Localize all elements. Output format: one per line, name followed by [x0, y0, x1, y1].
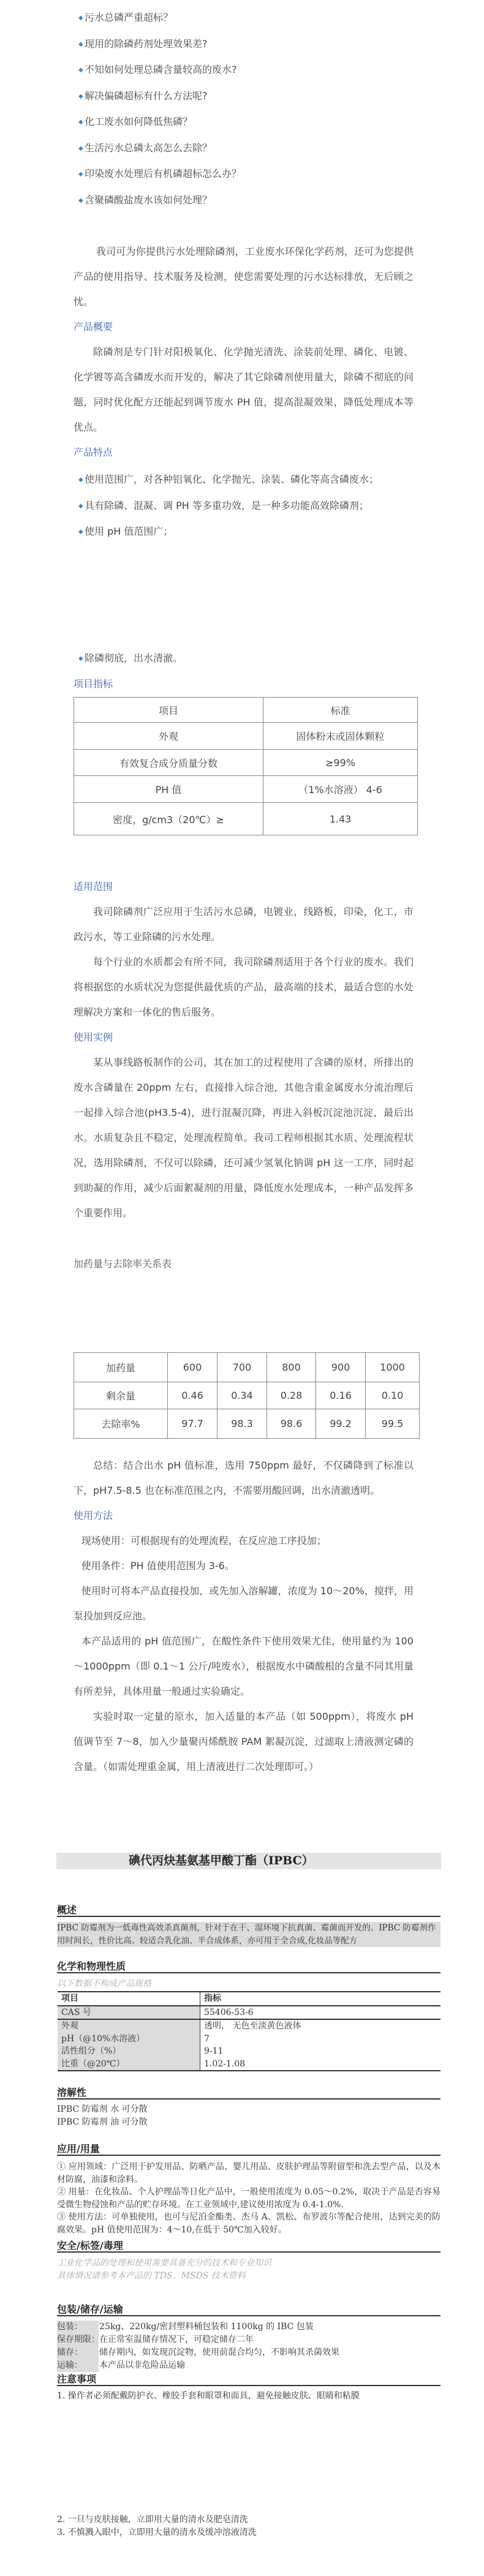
example-paragraph: 某从事线路板制作的公司，其在加工的过程使用了含磷的原材，所排出的废水含磷量在 20ppm 左右，直接排入综合池，其他含重金属废水分流治理后一起排入综合池(pH3.5-4)，进行混凝沉降，再进入斜板沉淀池沉淀，最后出水。水质复杂且不稳定，处理流程简单。我司工程师根据其水质、处理流程状况，选用除磷剂，不仅可以除磷，还可减少氢氧化钠调 pH 这一工序，同时起到助凝的作用，减少后面絮凝剂的用量，降低废水处理成本，一种产品发挥多个重要作用。 [74, 1056, 414, 1219]
packaging-value: 储存期内，如发现沉淀物，使用前混合均匀，不影响其杀菌效果 [99, 2348, 339, 2357]
table-cell: 99.2 [316, 1409, 366, 1439]
table-header-cell: 标准 [263, 698, 418, 723]
table-cell: 有效复合成分质量分数 [74, 750, 263, 776]
section-heading: 溶解性 [57, 2087, 441, 2100]
diamond-bullet-icon: ◆ [78, 502, 83, 510]
table-cell: 0.10 [366, 1382, 420, 1409]
diamond-bullet-icon: ◆ [78, 92, 83, 100]
question-item [78, 5, 414, 31]
props-table [58, 1991, 441, 2072]
feature-item [78, 467, 414, 493]
example-heading: 使用实例 [74, 1031, 113, 1043]
usage-site: 现场使用：可根据现有的处理流程，在反应池工序投加； [81, 1535, 327, 1546]
spec-table [74, 697, 418, 835]
safety-text [57, 2257, 441, 2282]
table-cell: 600 [168, 1353, 217, 1382]
feature-item [78, 493, 414, 519]
scope-paragraph: 每个行业的水质都会有所不同，我司除磷剂适用于各个行业的废水。我们将根据您的水质状况为您提供最优质的产品，最高端的技术，最适合您的水处理解决方案和一体化的售后服务。 [74, 956, 414, 1018]
table-cell: 活性组分（%） [58, 2045, 200, 2058]
diamond-bullet-icon: ◆ [78, 67, 83, 73]
application-item: ③ 使用方法：可单独使用，也可与尼泊金酯类、杰马 A、凯松、布罗波尔等配合使用，达到完美的防腐效果。pH 值使用范围为：4～10,在低于 50℃加入较好。 [57, 2212, 441, 2235]
packaging-value: 在正常室温储存情况下，可稳定储存二年 [99, 2335, 254, 2344]
table-cell: 900 [316, 1353, 366, 1382]
table-cell: 55406-53-6 [200, 2006, 441, 2020]
table-cell: 1.43 [263, 803, 418, 835]
table-cell: 98.3 [217, 1409, 267, 1439]
table-cell: pH（@10%水溶液） [58, 2033, 200, 2046]
packaging-value: 25kg、220kg/密封塑料桶包装和 1100kg 的 IBC 包装 [99, 2322, 314, 2332]
table-header-row [58, 1992, 441, 2006]
table-header-cell: 项目 [74, 698, 263, 723]
table-row [74, 1353, 420, 1382]
table-cell: 去除率% [74, 1409, 168, 1439]
question-text: 不知如何处理总磷含量较高的废水? [85, 64, 237, 75]
table-cell: 密度，g/cm3（20℃）≥ [74, 803, 263, 835]
props-note: 以下数据不构成产品规格 [57, 1979, 151, 1989]
packaging-row [57, 2333, 441, 2346]
question-item [78, 57, 414, 83]
table-cell: 0.28 [267, 1382, 316, 1409]
note-item: 2. 一旦与皮肤接触，立即用大量的清水及肥皂清洗 [57, 2515, 248, 2525]
application-item: ② 用量：在化妆品、个人护理品等日化产品中，一般使用浓度为 0.05～0.2%，取决于产品是否容易受微生物侵蚀和产品的贮存环境。在工业领域中,建议使用浓度为 0.4-1.0%. [57, 2187, 441, 2210]
table-cell: 1000 [366, 1353, 420, 1382]
table-row [58, 2033, 441, 2046]
packaging-label: 保存期限： [57, 2333, 99, 2346]
packaging-row [57, 2321, 441, 2333]
section-heading: 安全/标签/毒理 [57, 2240, 441, 2253]
table-header-row [74, 698, 418, 723]
packaging-row [57, 2346, 441, 2359]
section-heading: 化学和物理性质 [57, 1960, 441, 1973]
dosing-table [74, 1352, 420, 1439]
feature-text: 具有除磷、混凝、调 PH 等多重功效，是一种多功能高效除磷剂； [85, 499, 369, 511]
diamond-bullet-icon: ◆ [78, 529, 83, 535]
question-text: 印染废水处理后有机磷超标怎么办？ [85, 168, 242, 179]
overview-heading: 产品概要 [74, 321, 113, 333]
diamond-bullet-icon: ◆ [78, 197, 83, 204]
application-list [57, 2161, 441, 2236]
summary-paragraph: 总结：结合出水 pH 值标准，选用 750ppm 最好，不仅磷降到了标准以下，pH7.5-8.5 也在标准范围之内，不需要用酸回调，出水清澈透明。 [74, 1459, 414, 1496]
table-header-cell: 指标 [200, 1992, 441, 2006]
table-cell: 固体粉末或固体颗粒 [263, 723, 418, 750]
note-list [57, 2514, 441, 2539]
section-heading: 概述 [57, 1904, 441, 1917]
summary-text: IPBC 防霉剂为一低毒性高效杀真菌剂，针对于在干、湿环境下抗真菌、霉菌而开发的。IPBC 防霉剂作用时间长，性价比高。较适合乳化油、半合成体系，亦可用于全合成,化妆品等配方 [57, 1922, 441, 1947]
table-row [74, 1409, 420, 1439]
dosing-table-title: 加药量与去除率关系表 [74, 1258, 172, 1270]
table-row [58, 2058, 441, 2071]
table-header-cell: 项目 [58, 1992, 200, 2006]
diamond-bullet-icon: ◆ [78, 145, 83, 152]
table-cell: 7 [204, 2033, 210, 2044]
table-row [58, 2019, 441, 2033]
section-heading: 注意事项 [57, 2373, 441, 2386]
usage-paragraph: 实验时取一定量的原水，加入适量的本产品（如 500ppm），将废水 pH 值调节至 7～8，加入少量聚丙烯酰胺 PAM 絮凝沉淀，过滤取上清液测定磷的含量。（如需处理重金属，用上清液进行二次处理即可。） [74, 1711, 414, 1772]
safety-line: 具体情况请参考本产品的 TDS、MSDS 技术资料 [57, 2270, 246, 2281]
ipbc-title-banner [56, 1853, 441, 1869]
usage-heading: 使用方法 [74, 1510, 113, 1521]
phosphorus-remover-article [74, 5, 414, 1779]
ipbc-document [56, 1779, 441, 2576]
section-heading: 包装/储存/运输 [57, 2303, 441, 2316]
diamond-bullet-icon: ◆ [78, 40, 83, 48]
features-heading: 产品特点 [74, 446, 113, 458]
intro-paragraph: 我司可为你提供污水处理除磷剂，工业废水环保化学药剂，还可为您提供产品的使用指导、技术服务及检测，使您需要处理的污水达标排放，无后顾之忧。 [74, 246, 414, 307]
table-row [58, 2006, 441, 2020]
diamond-bullet-icon: ◆ [78, 476, 83, 483]
packaging-value: 本产品以非危险品运输 [99, 2360, 185, 2370]
table-cell: 剩余量 [74, 1382, 168, 1409]
solubility-item: IPBC 防霉剂 水 可分散 [57, 2104, 148, 2114]
table-cell: 99.5 [366, 1409, 420, 1439]
overview-paragraph: 除磷剂是专门针对阳极氧化、化学抛光清洗、涂装前处理、磷化、电镀、化学镀等高含磷废水而开发的，解决了其它除磷剂使用量大，除磷不彻底的问题，同时优化配方还能起到调节废水 PH 值，提高混凝效果，降低处理成本等优点。 [74, 346, 414, 433]
spec-heading: 项目指标 [74, 678, 113, 690]
solubility-list [57, 2103, 441, 2129]
note-text: 1. 操作者必须配戴防护衣、橡胶手套和眼罩和面具，避免接触皮肤、眼睛和粘膜 [57, 2391, 360, 2401]
question-item [78, 109, 414, 135]
scope-paragraph: 我司除磷剂广泛应用于生活污水总磷，电镀业，线路板，印染，化工，市政污水，等工业除磷的污水处理。 [74, 906, 414, 943]
table-cell: 98.6 [267, 1409, 316, 1439]
table-cell: 9-11 [204, 2046, 224, 2056]
question-item [78, 83, 414, 110]
table-cell: 外观 [58, 2019, 200, 2033]
table-row [58, 2045, 441, 2058]
question-text: 污水总磷严重超标？ [85, 12, 173, 23]
question-item [78, 161, 414, 187]
table-row [74, 723, 418, 750]
feature-text: 使用 pH 值范围广； [85, 525, 173, 537]
table-cell: CAS 号 [58, 2006, 200, 2020]
diamond-bullet-icon: ◆ [78, 171, 83, 178]
packaging-list [57, 2321, 441, 2372]
question-text: 含聚磷酸盐废水该如何处理？ [85, 194, 213, 206]
table-cell: ≥99% [263, 750, 418, 776]
table-cell: 外观 [74, 723, 263, 750]
table-cell: （1%水溶液） 4-6 [263, 776, 418, 803]
question-item [78, 187, 414, 214]
feature-item [78, 646, 414, 672]
packaging-label: 储存： [57, 2346, 99, 2359]
safety-line: 工业化学品的处理和使用需要具备充分的技术和专业知识 [57, 2258, 271, 2268]
packaging-row [57, 2359, 441, 2372]
table-cell: 0.34 [217, 1382, 267, 1409]
question-text: 现用的除磷药剂处理效果差? [85, 37, 208, 50]
note-item [57, 2390, 441, 2403]
table-cell: 700 [217, 1353, 267, 1382]
table-row [74, 776, 418, 803]
table-cell: 透明， 无色至淡黄色液体 [204, 2021, 301, 2031]
feature-list [78, 467, 414, 545]
table-cell: 比重（@20℃） [58, 2058, 200, 2071]
usage-paragraph: 使用时可将本产品直接投加，或先加入溶解罐，浓度为 10～20%，搅拌，用泵投加到反应池。 [74, 1585, 414, 1622]
question-text: 解决偏磷超标有什么方法呢? [85, 89, 208, 102]
table-cell: 0.16 [316, 1382, 366, 1409]
question-item [78, 135, 414, 162]
table-row [74, 803, 418, 835]
table-cell: 加药量 [74, 1353, 168, 1382]
table-row [74, 1382, 420, 1409]
solubility-item: IPBC 防霉剂 油 可分散 [57, 2117, 148, 2127]
scope-heading: 适用范围 [74, 881, 113, 892]
question-item [78, 31, 414, 58]
table-cell: 0.46 [168, 1382, 217, 1409]
application-item: ① 应用领域：广泛用于护发用品、防晒产品、婴儿用品、皮肤护理品等附留型和洗去型产品，以及木材防腐，油漆和涂料。 [57, 2162, 441, 2185]
table-cell: 1.02-1.08 [204, 2058, 246, 2069]
section-heading: 应用/用量 [57, 2143, 441, 2156]
packaging-label: 运输： [57, 2359, 99, 2372]
diamond-bullet-icon: ◆ [78, 119, 83, 126]
note-item: 3. 不慎溅入眼中，立即用大量的清水及缓冲溶液清洗 [57, 2528, 257, 2537]
feature-text: 使用范围广，对各种铝氧化、化学抛光、涂装、磷化等高含磷废水； [85, 473, 379, 485]
feature-text: 除磷彻底，出水清澈。 [85, 652, 183, 664]
feature-item [78, 519, 414, 545]
question-text: 生活污水总磷太高怎么去除？ [85, 141, 213, 154]
diamond-bullet-icon: ◆ [78, 655, 83, 662]
question-text: 化工废水如何降低焦磷？ [85, 116, 193, 127]
packaging-label: 包装： [57, 2321, 99, 2333]
table-cell: PH 值 [74, 776, 263, 803]
ipbc-title: 碘代丙炔基氨基甲酸丁酯（IPBC） [129, 1854, 314, 1867]
diamond-bullet-icon: ◆ [78, 15, 83, 21]
usage-condition: 使用条件：PH 值使用范围为 3-6。 [81, 1560, 235, 1572]
table-cell: 97.7 [168, 1409, 217, 1439]
usage-paragraph: 本产品适用的 pH 值范围广，在酸性条件下使用效果尤佳，使用量约为 100～1000ppm（即 0.1～1 公斤/吨废水），根据废水中磷酸根的含量不同其用量有所差异，具体用量一般通过实验确定。 [74, 1635, 414, 1697]
table-row [74, 750, 418, 776]
table-cell: 800 [267, 1353, 316, 1382]
question-list [78, 5, 414, 213]
